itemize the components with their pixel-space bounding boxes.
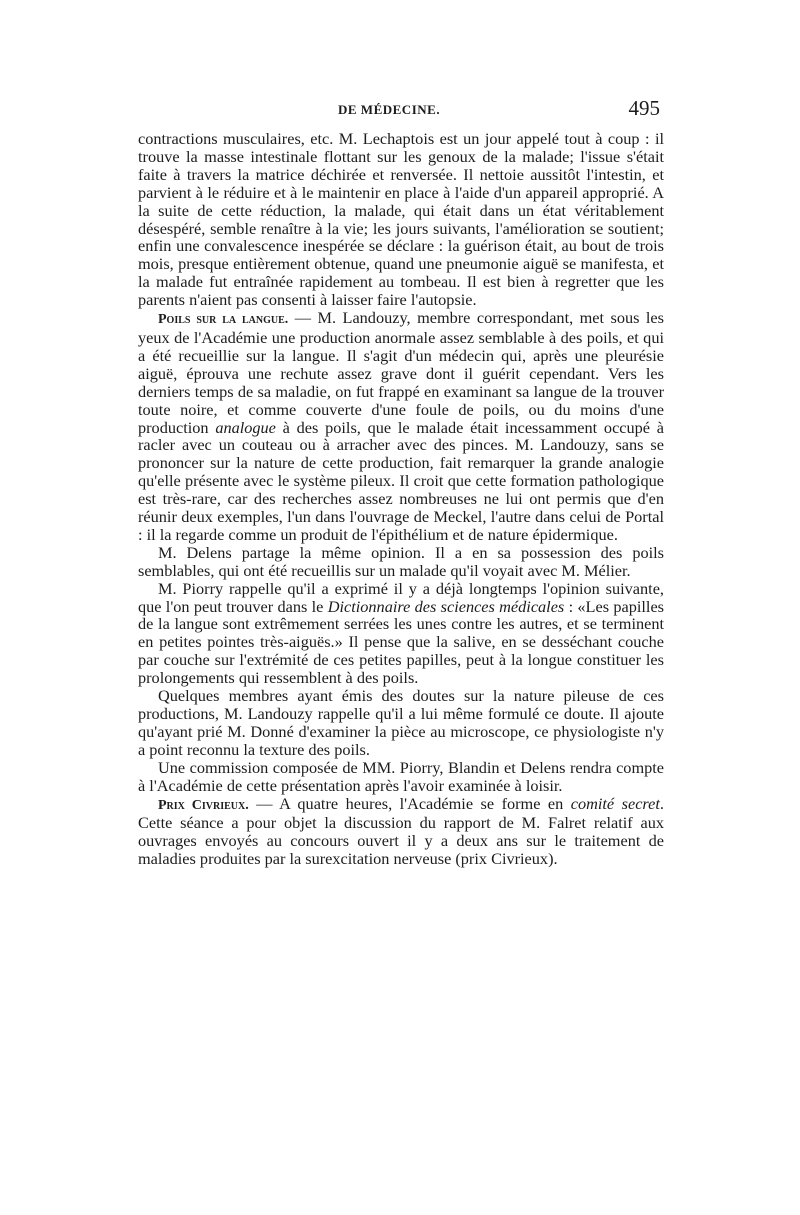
rubric-prix-civrieux: Prix Civrieux. bbox=[158, 797, 249, 813]
italic-comite-secret: comité secret bbox=[570, 793, 660, 813]
italic-analogue: analogue bbox=[215, 417, 276, 437]
running-head: DE MÉDECINE. bbox=[338, 102, 441, 117]
paragraph-delens: M. Delens partage la même opinion. Il a en sa possession des poils semblables, qui ont été recueillis sur un malade qu'il voyait avec M. Mélier. bbox=[138, 542, 664, 580]
paragraph-text: à des poils, que le malade était incessamment occupé à racler avec un couteau ou à arracher avec des pinces. M. Landouzy, sans se prononcer sur la nature de cette production, fait remarquer la grande analogie qu'elle présente avec le système pileux. Il croit que cette formation pathologique est très-rare, car des recherches assez nombreuses ne lui ont permis que d'en réunir deux exemples, l'un dans l'ouvrage de Meckel, l'autre dans celui de Portal : il la regarde comme un produit de l'épithélium et de nature épidermique. bbox=[138, 417, 665, 544]
italic-dictionnaire: Dictionnaire des sciences médicales bbox=[327, 596, 565, 616]
paragraph-prix-civrieux bbox=[138, 795, 664, 869]
document-page bbox=[138, 96, 664, 868]
paragraph-text: M. Piorry rappelle qu'il a exprimé il y a déjà longtemps l'opinion suivante, que l'on peut trouver dans le bbox=[138, 578, 664, 616]
paragraph-lechaptois: contractions musculaires, etc. M. Lechaptois est un jour appelé tout à coup : il trouve la masse intestinale flottant sur les genoux de la malade; l'issue s'était faite à travers la matrice déchirée et renversée. Il nettoie aussitôt l'intestin, et parvient à le réduire et à le maintenir en place à l'aide d'un appareil approprié. A la suite de cette réduction, la malade, qui était dans un état véritablement désespéré, semble renaître à la vie; les jours suivants, l'amélioration se soutient; enfin une convalescence inespérée se déclare : la guérison était, au bout de trois mois, presque entièrement obtenue, quand une pneumonie aiguë se manifesta, et la malade fut entraînée rapidement au tombeau. Il est bien à regretter que les parents n'aient pas consenti à laisser faire l'autopsie. bbox=[138, 129, 664, 310]
rubric-poils-sur-la-langue: Poils sur la langue. bbox=[158, 312, 289, 328]
paragraph-text: — A quatre heures, l'Académie se forme en bbox=[248, 793, 571, 813]
paragraph-commission: Une commission composée de MM. Piorry, Blandin et Delens rendra compte à l'Académie de cette présentation après l'avoir examinée à loisir. bbox=[138, 757, 664, 795]
paragraph-poils-sur-la-langue bbox=[138, 309, 664, 544]
paragraph-piorry bbox=[138, 580, 664, 687]
paragraph-text: . Cette séance a pour objet la discussion du rapport de M. Falret relatif aux ouvrages envoyés au concours ouvert il y a deux ans sur le traitement de maladies produites par la surexcitation nerveuse (prix Civrieux). bbox=[138, 793, 664, 869]
paragraph-text: — M. Landouzy, membre correspondant, met sous les yeux de l'Académie une production anormale assez semblable à des poils, et qui a été recueillie sur la langue. Il s'agit d'un médecin qui, après une pleurésie aiguë, éprouva une rechute assez grave dont il guérit cependant. Vers les derniers temps de sa maladie, on fut frappé en examinant sa langue de la trouver toute noire, et comme couverte d'une foule de poils, ou du moins d'une production bbox=[138, 308, 664, 437]
page-number: 495 bbox=[628, 96, 660, 120]
page-header bbox=[138, 96, 664, 130]
paragraph-text: : «Les papilles de la langue sont extrêmement serrées les unes contre les autres, et se terminent en petites pointes très-aiguës.» Il pense que la salive, en se desséchant couche par couche sur l'extrémité de ces petites papilles, peut à la longue constituer les prolongements qui ressemblent à des poils. bbox=[138, 596, 665, 688]
paragraph-doutes: Quelques membres ayant émis des doutes sur la nature pileuse de ces productions, M. Landouzy rappelle qu'il a lui même formulé ce doute. Il ajoute qu'ayant prié M. Donné d'examiner la pièce au microscope, ce physiologiste n'y a point reconnu la texture des poils. bbox=[138, 686, 664, 759]
body-text bbox=[138, 130, 664, 868]
